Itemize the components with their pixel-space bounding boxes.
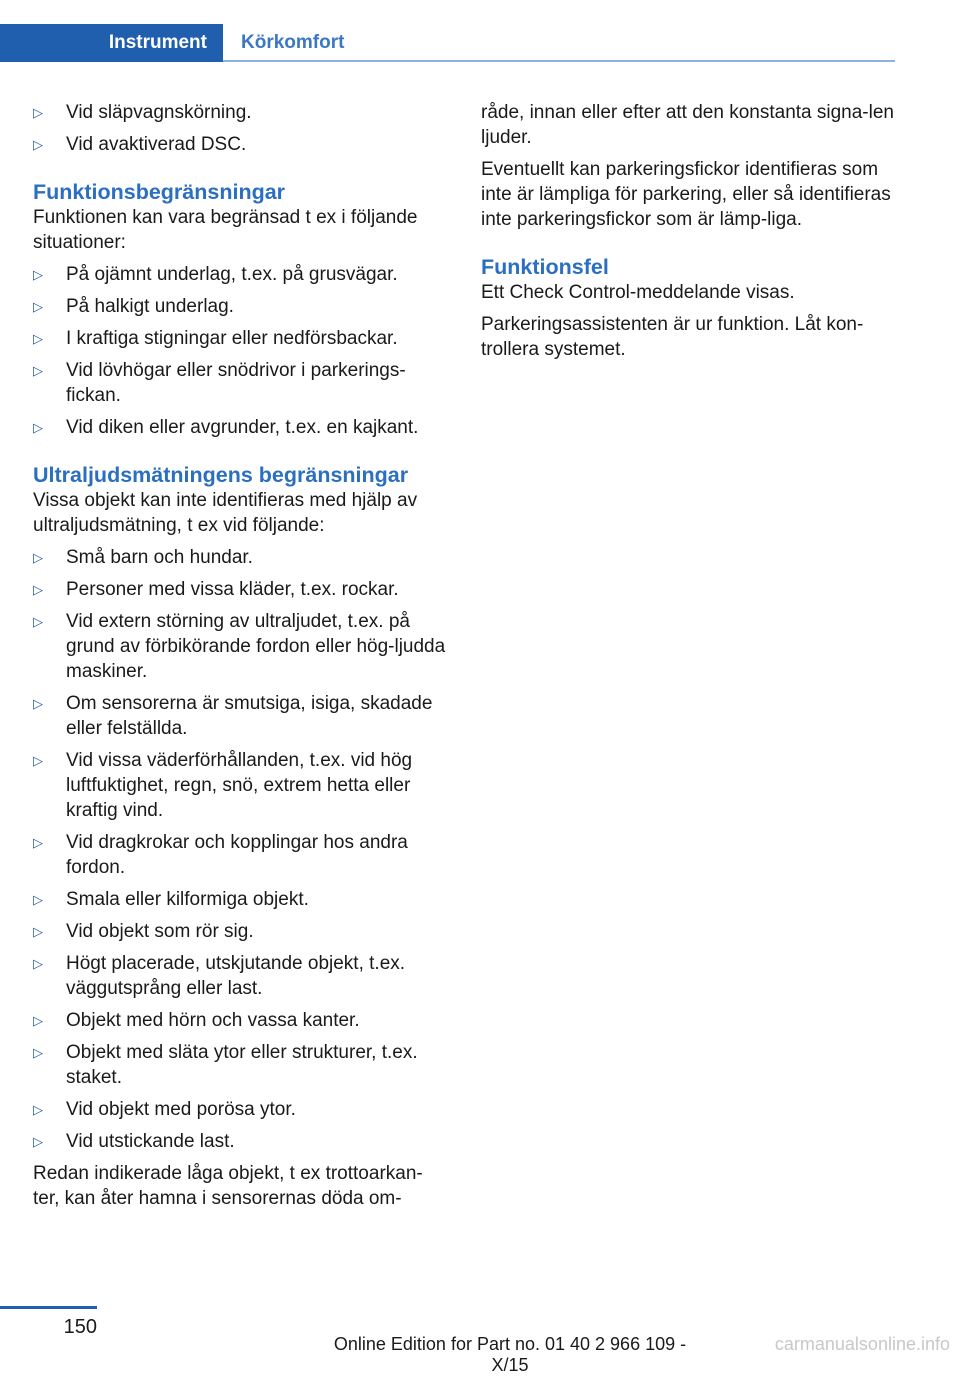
triangle-bullet-icon: ▷ (33, 582, 43, 597)
triangle-bullet-icon: ▷ (33, 331, 43, 346)
triangle-bullet-icon: ▷ (33, 892, 43, 907)
intro-bullet-list (33, 100, 447, 157)
section-title-ultraljud: Ultraljudsmätningens begränsningar (33, 463, 409, 487)
tab-instrument[interactable]: Instrument (0, 24, 223, 62)
left-column (33, 100, 447, 1218)
list-item: ▷ Vid lövhögar eller snödrivor i parkerings-fickan. (33, 360, 406, 406)
list-item: ▷ Högt placerade, utskjutande objekt, t.ex. väggutsprång eller last. (33, 953, 406, 999)
header-bar (0, 0, 960, 62)
list-item: ▷ Vid objekt med porösa ytor. (33, 1099, 296, 1120)
section-title-funktionsbegransningar: Funktionsbegränsningar (33, 180, 286, 204)
bullet-list-limitations (33, 262, 447, 440)
triangle-bullet-icon: ▷ (33, 696, 43, 711)
paragraph: Eventuellt kan parkeringsfickor identifieras som inte är lämpliga för parkering, eller så identifieras inte parkeringsfickor som är lämp-liga. (481, 159, 891, 230)
list-item: ▷ Smala eller kilformiga objekt. (33, 889, 309, 910)
list-item: ▷ På ojämnt underlag, t.ex. på grusvägar. (33, 264, 398, 285)
section-text: Ett Check Control-meddelande visas. (481, 282, 795, 303)
triangle-bullet-icon: ▷ (33, 267, 43, 282)
section-title-funktionsfel: Funktionsfel (481, 255, 609, 279)
triangle-bullet-icon: ▷ (33, 137, 43, 152)
triangle-bullet-icon: ▷ (33, 1134, 43, 1149)
list-item: ▷ I kraftiga stigningar eller nedförsbackar. (33, 328, 398, 349)
list-item: ▷ Vid dragkrokar och kopplingar hos andra fordon. (33, 832, 408, 878)
edition-text: Online Edition for Part no. 01 40 2 966 109 - X/15 (333, 1334, 687, 1375)
footer-rule (0, 1306, 97, 1309)
list-item: ▷ Objekt med hörn och vassa kanter. (33, 1010, 360, 1031)
list-item: ▷ Vid objekt som rör sig. (33, 921, 254, 942)
list-item: ▷ Objekt med släta ytor eller strukturer, t.ex. staket. (33, 1042, 418, 1088)
triangle-bullet-icon: ▷ (33, 1045, 43, 1060)
page-number: 150 (63, 1316, 97, 1338)
list-item: ▷ Vid vissa väderförhållanden, t.ex. vid hög luftfuktighet, regn, snö, extrem hetta eller kraftig vind. (33, 750, 413, 821)
list-item: ▷ På halkigt underlag. (33, 296, 234, 317)
closing-text: Redan indikerade låga objekt, t ex trottoarkan-ter, kan åter hamna i sensorernas döda om- (33, 1163, 423, 1209)
list-item: ▷ Vid avaktiverad DSC. (33, 134, 247, 155)
triangle-bullet-icon: ▷ (33, 1013, 43, 1028)
list-item: ▷ Personer med vissa kläder, t.ex. rockar. (33, 579, 399, 600)
section-text: Vissa objekt kan inte identifieras med hjälp av ultraljudsmätning, t ex vid följande: (33, 490, 418, 536)
list-item: ▷ Vid släpvagnskörning. (33, 102, 252, 123)
triangle-bullet-icon: ▷ (33, 956, 43, 971)
triangle-bullet-icon: ▷ (33, 614, 43, 629)
list-item: ▷ Om sensorerna är smutsiga, isiga, skadade eller felställda. (33, 693, 433, 739)
triangle-bullet-icon: ▷ (33, 105, 43, 120)
section-text: Parkeringsassistenten är ur funktion. Låt kon-trollera systemet. (481, 314, 864, 360)
triangle-bullet-icon: ▷ (33, 1102, 43, 1117)
triangle-bullet-icon: ▷ (33, 924, 43, 939)
triangle-bullet-icon: ▷ (33, 299, 43, 314)
triangle-bullet-icon: ▷ (33, 753, 43, 768)
triangle-bullet-icon: ▷ (33, 420, 43, 435)
tab-korkomfort[interactable]: Körkomfort (241, 32, 345, 53)
list-item: ▷ Vid extern störning av ultraljudet, t.ex. på grund av förbikörande fordon eller hög-ljudda maskiner. (33, 611, 446, 682)
triangle-bullet-icon: ▷ (33, 835, 43, 850)
triangle-bullet-icon: ▷ (33, 550, 43, 565)
continued-text: råde, innan eller efter att den konstanta signa-len ljuder. (481, 102, 894, 148)
section-text: Funktionen kan vara begränsad t ex i följande situationer: (33, 207, 418, 253)
right-column (481, 100, 895, 369)
watermark-text: carmanualsonline.info (774, 1334, 950, 1354)
list-item: ▷ Små barn och hundar. (33, 547, 253, 568)
triangle-bullet-icon: ▷ (33, 363, 43, 378)
list-item: ▷ Vid diken eller avgrunder, t.ex. en kajkant. (33, 417, 419, 438)
header-rule (223, 60, 895, 62)
list-item: ▷ Vid utstickande last. (33, 1131, 235, 1152)
bullet-list-ultrasound (33, 545, 447, 1154)
